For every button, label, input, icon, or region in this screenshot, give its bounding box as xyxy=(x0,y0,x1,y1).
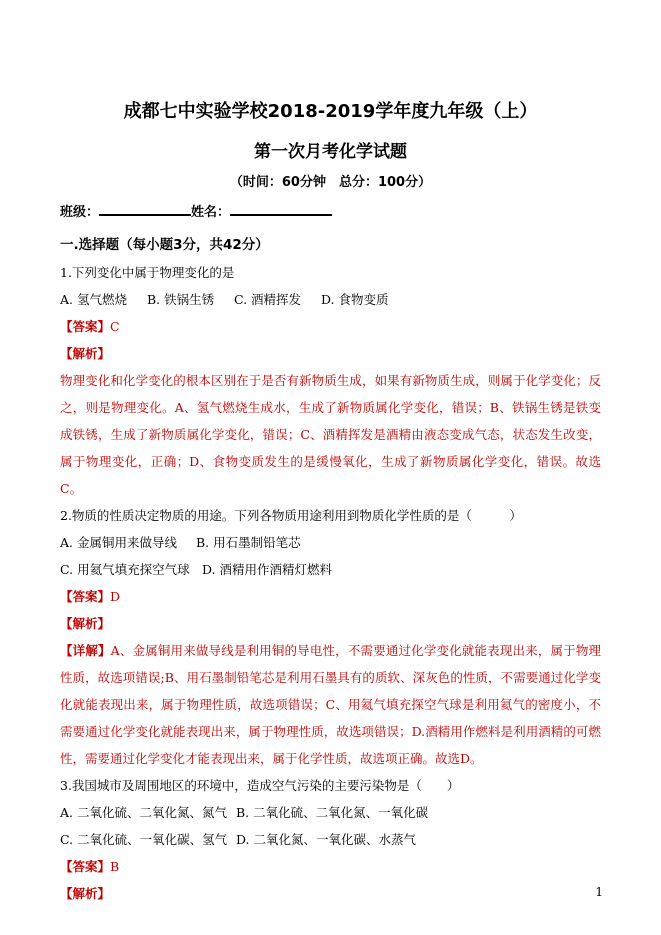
answer-value: C xyxy=(110,319,120,334)
class-label: 班级： xyxy=(60,205,100,220)
document-subtitle: 第一次月考化学试题 xyxy=(254,142,407,162)
answer-label: 【答案】 xyxy=(60,859,111,874)
question-options-row xyxy=(60,529,601,556)
question-stem: 2.物质的性质决定物质的用途。下列各物质用途利用到物质化学性质的是（ ） xyxy=(60,508,522,523)
analysis-label: 【解析】 xyxy=(60,886,111,901)
option-d: D. 食物变质 xyxy=(320,292,389,307)
option-d: D. 二氧化氮、一氧化碳、水蒸气 xyxy=(235,832,417,847)
question-options-row xyxy=(60,799,601,826)
analysis-label: 【解析】 xyxy=(60,616,111,631)
question-stem: 3.我国城市及周围地区的环境中，造成空气污染的主要污染物是（ ） xyxy=(60,778,460,793)
option-a: A. 氢气燃烧 xyxy=(60,292,127,307)
analysis-paragraph xyxy=(60,637,601,772)
question-options-row xyxy=(60,556,601,583)
option-c: C. 用氦气填充探空气球 xyxy=(60,562,190,577)
name-blank-field xyxy=(230,202,332,216)
option-a: A. 二氧化硫、二氧化氮、氮气 xyxy=(60,805,227,820)
analysis-line xyxy=(60,880,601,907)
answer-label: 【答案】 xyxy=(60,319,111,334)
option-b: B. 二氧化硫、二氧化氮、一氧化碳 xyxy=(235,805,429,820)
section-heading: 一.选择题（每小题3分，共42分） xyxy=(60,237,269,253)
answer-line xyxy=(60,583,601,610)
answer-value: B xyxy=(110,859,120,874)
option-c: C. 酒精挥发 xyxy=(233,292,302,307)
exam-time-score-line: （时间：60分钟 总分：100分） xyxy=(229,175,432,190)
answer-line xyxy=(60,313,601,340)
answer-line xyxy=(60,853,601,880)
class-blank-field xyxy=(99,202,191,216)
analysis-label: 【解析】 xyxy=(60,346,111,361)
option-d: D. 酒精用作酒精灯燃料 xyxy=(201,562,333,577)
page-number: 1 xyxy=(595,885,603,899)
question-3 xyxy=(60,772,601,907)
analysis-line xyxy=(60,610,601,637)
option-a: A. 金属铜用来做导线 xyxy=(60,535,177,550)
option-b: B. 铁锅生锈 xyxy=(146,292,215,307)
option-b: B. 用石墨制铅笔芯 xyxy=(195,535,301,550)
questions-body xyxy=(60,259,601,907)
question-2 xyxy=(60,502,601,772)
answer-value: D xyxy=(110,589,121,604)
analysis-paragraph xyxy=(60,367,601,502)
question-1 xyxy=(60,259,601,502)
analysis-text: 物理变化和化学变化的根本区别在于是否有新物质生成，如果有新物质生成，则属于化学变化；反之，则是物理变化。A、氢气燃烧生成水，生成了新物质属化学变化，错误；B、铁锅生锈是铁变成铁锈，生成了新物质属化学变化，错误；C、酒精挥发是酒精由液态变成气态，状态发生改变，属于物理变化，正确；D、食物变质发生的是缓慢氧化，生成了新物质属化学变化，错误。故选C。 xyxy=(60,373,601,496)
analysis-line xyxy=(60,340,601,367)
class-name-line xyxy=(60,202,601,223)
name-label: 姓名： xyxy=(191,205,231,220)
analysis-text: A、金属铜用来做导线是利用铜的导电性，不需要通过化学变化就能表现出来，属于物理性质，故选项错误;B、用石墨制铅笔芯是利用石墨具有的质软、深灰色的性质，不需要通过化学变化就能表现出来，属于物理性质，故选项错误；C、用氦气填充探空气球是利用氦气的密度小，不需要通过化学变化就能表现出来，属于物理性质，故选项错误；D.酒精用作燃料是利用酒精的可燃性，需要通过化学变化才能表现出来，属于化学性质，故选项正确。故选D。 xyxy=(60,643,601,766)
detail-label: 【详解】 xyxy=(60,643,111,658)
answer-label: 【答案】 xyxy=(60,589,111,604)
question-options-row xyxy=(60,826,601,853)
question-options-row xyxy=(60,286,601,313)
option-c: C. 二氧化硫、一氧化碳、氢气 xyxy=(60,832,228,847)
question-stem: 1.下列变化中属于物理变化的是 xyxy=(60,265,235,280)
document-title: 成都七中实验学校2018-2019学年度九年级（上） xyxy=(123,101,538,122)
